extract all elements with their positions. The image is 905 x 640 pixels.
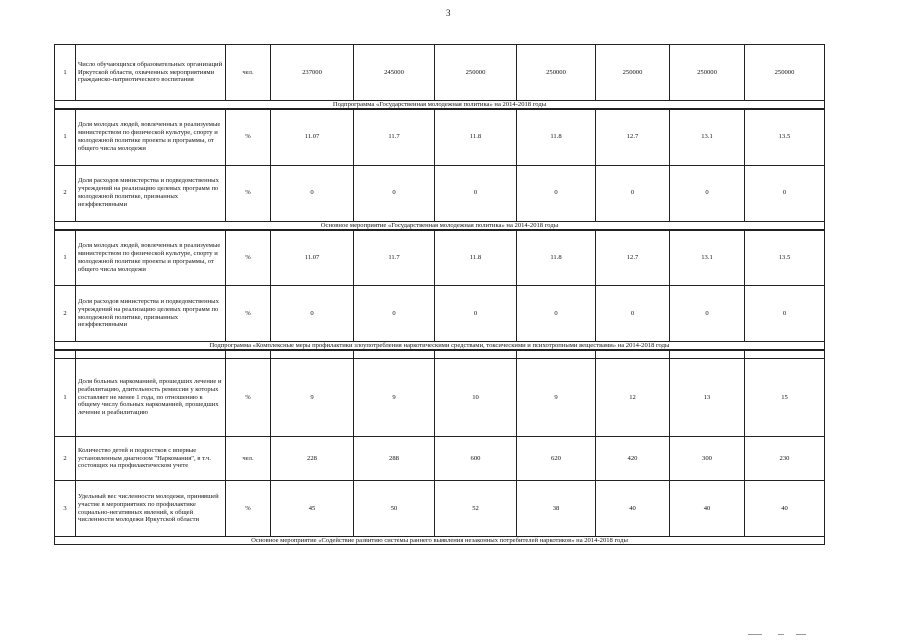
blank-cell [435,350,517,359]
indicator-row [55,109,825,165]
value-cell: 11.8 [517,109,596,165]
indicators-table [54,44,825,545]
indicator-name: Доля больных наркоманией, прошедших лечение и реабилитацию, длительность ремиссии у которых составляет не менее 1 года, по отношению к общему числу больных наркоманией, прошедших лечение и реабилитацию [76,359,226,437]
value-cell: 40 [596,481,670,537]
blank-cell [517,350,596,359]
value-cell: 0 [596,165,670,221]
value-cell: 0 [745,286,825,342]
value-cell: 0 [670,165,745,221]
blank-cell [670,350,745,359]
value-cell: 0 [435,165,517,221]
section-title: Основное мероприятие «Государственная молодежная политика» на 2014-2018 годы [55,221,825,230]
scan-mark [796,634,806,635]
scan-mark [748,634,762,635]
value-cell: 0 [517,286,596,342]
value-cell: 38 [517,481,596,537]
unit-cell: % [226,230,271,286]
value-cell: 245000 [354,45,435,101]
indicator-name: Доля молодых людей, вовлеченных в реализуемые министерством по физической культуре, спорту и молодежной политике проекты и программы, от общего числа молодежи [76,109,226,165]
row-number: 2 [55,286,76,342]
indicator-name: Число обучающихся образовательных организаций Иркутской области, охваченных мероприятиями гражданско-патриотического воспитания [76,45,226,101]
blank-cell [226,350,271,359]
value-cell: 0 [435,286,517,342]
value-cell: 620 [517,437,596,481]
value-cell: 13.1 [670,109,745,165]
indicator-name: Количество детей и подростков с впервые установленным диагнозом "Наркомания", в т.ч. состоящих на профилактическом учете [76,437,226,481]
indicator-name: Доля молодых людей, вовлеченных в реализуемые министерством по физической культуре, спорту и молодежной политике проекты и программы, от общего числа молодежи [76,230,226,286]
blank-cell [271,350,354,359]
row-number: 1 [55,230,76,286]
value-cell: 12.7 [596,109,670,165]
value-cell: 40 [745,481,825,537]
section-title: Основное мероприятие «Содействие развитию системы раннего выявления незаконных потребителей наркотиков» на 2014-2018 годы [55,537,825,545]
value-cell: 11.7 [354,230,435,286]
section-title: Подпрограмма «Государственная молодежная политика» на 2014-2018 годы [55,101,825,110]
value-cell: 9 [354,359,435,437]
value-cell: 40 [670,481,745,537]
value-cell: 13 [670,359,745,437]
value-cell: 0 [354,165,435,221]
indicator-row [55,481,825,537]
value-cell: 11.8 [517,230,596,286]
blank-cell [76,350,226,359]
unit-cell: % [226,109,271,165]
indicator-name: Доля расходов министерства и подведомственных учреждений на реализацию целевых программ по молодежной политике, признанных неэффективными [76,286,226,342]
value-cell: 9 [517,359,596,437]
value-cell: 250000 [517,45,596,101]
value-cell: 0 [517,165,596,221]
unit-cell: % [226,359,271,437]
unit-cell: % [226,481,271,537]
indicator-name: Удельный вес численности молодежи, принявшей участие в мероприятиях по профилактике социально-негативных явлений, к общей численности молодежи Иркутской области [76,481,226,537]
value-cell: 10 [435,359,517,437]
value-cell: 0 [596,286,670,342]
indicator-row [55,359,825,437]
value-cell: 600 [435,437,517,481]
value-cell: 420 [596,437,670,481]
value-cell: 11.07 [271,109,354,165]
value-cell: 250000 [596,45,670,101]
value-cell: 45 [271,481,354,537]
blank-cell [55,350,76,359]
value-cell: 11.07 [271,230,354,286]
value-cell: 11.8 [435,109,517,165]
indicator-row [55,437,825,481]
row-number: 1 [55,109,76,165]
blank-cell [354,350,435,359]
value-cell: 0 [354,286,435,342]
unit-cell: % [226,165,271,221]
value-cell: 250000 [670,45,745,101]
value-cell: 11.7 [354,109,435,165]
blank-cell [596,350,670,359]
row-number: 3 [55,481,76,537]
value-cell: 52 [435,481,517,537]
unit-cell: % [226,286,271,342]
value-cell: 12.7 [596,230,670,286]
section-title: Подпрограмма «Комплексные меры профилактики злоупотребления наркотическими средствами, токсическими и психотропными веществами» на 2014-2018 годы [55,342,825,351]
value-cell: 0 [271,286,354,342]
value-cell: 300 [670,437,745,481]
indicator-row [55,165,825,221]
page-number: 3 [446,8,451,18]
value-cell: 11.8 [435,230,517,286]
value-cell: 237000 [271,45,354,101]
value-cell: 0 [745,165,825,221]
indicator-name: Доля расходов министерства и подведомственных учреждений на реализацию целевых программ по молодежной политике, признанных неэффективными [76,165,226,221]
value-cell: 0 [271,165,354,221]
indicator-row [55,286,825,342]
section-header-row [55,537,825,545]
value-cell: 230 [745,437,825,481]
row-number: 2 [55,437,76,481]
blank-cell [745,350,825,359]
value-cell: 228 [271,437,354,481]
value-cell: 12 [596,359,670,437]
value-cell: 288 [354,437,435,481]
value-cell: 15 [745,359,825,437]
row-number: 1 [55,45,76,101]
value-cell: 13.5 [745,109,825,165]
section-header-row [55,342,825,351]
value-cell: 250000 [745,45,825,101]
unit-cell: чел. [226,437,271,481]
section-header-row [55,101,825,110]
unit-cell: чел. [226,45,271,101]
value-cell: 250000 [435,45,517,101]
value-cell: 0 [670,286,745,342]
indicator-row [55,230,825,286]
indicator-row [55,45,825,101]
row-number: 1 [55,359,76,437]
value-cell: 50 [354,481,435,537]
value-cell: 13.5 [745,230,825,286]
value-cell: 13.1 [670,230,745,286]
blank-row [55,350,825,359]
row-number: 2 [55,165,76,221]
section-header-row [55,221,825,230]
scan-mark [778,634,784,635]
value-cell: 9 [271,359,354,437]
